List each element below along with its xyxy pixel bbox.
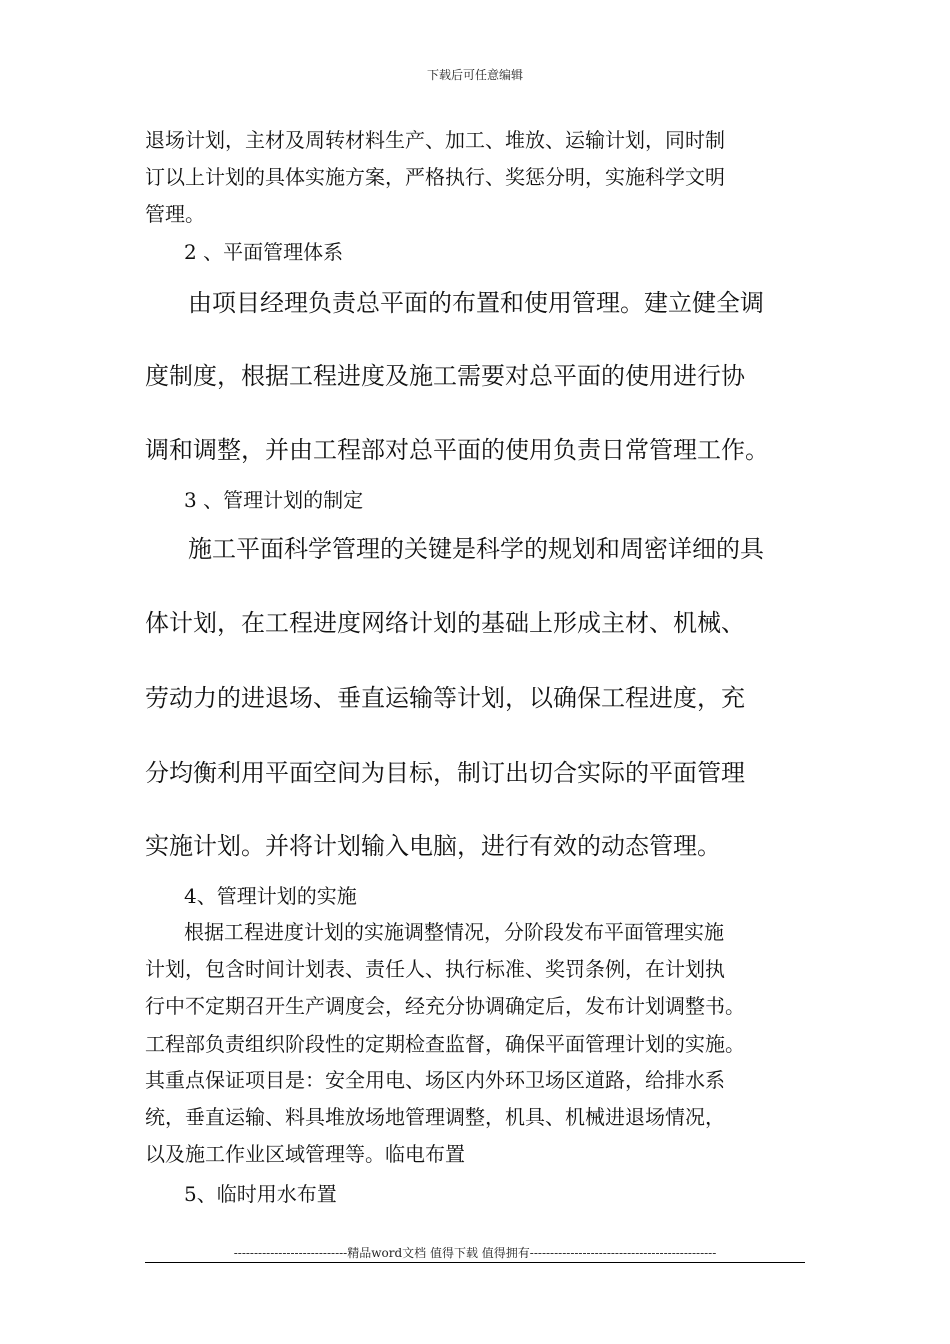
body-line: 实施计划。并将计划输入电脑，进行有效的动态管理。 — [145, 832, 721, 860]
body-line: 分均衡利用平面空间为目标，制订出切合实际的平面管理 — [145, 759, 745, 787]
body-line: 管理。 — [145, 202, 205, 226]
section-heading-3: 3 、管理计划的制定 — [184, 488, 364, 512]
body-line: 以及施工作业区域管理等。临电布置 — [145, 1142, 465, 1166]
footer-divider — [145, 1262, 805, 1263]
page-header: 下载后可任意编辑 — [426, 68, 523, 82]
body-line: 度制度，根据工程进度及施工需要对总平面的使用进行协 — [145, 362, 745, 390]
body-line: 劳动力的进退场、垂直运输等计划，以确保工程进度，充 — [145, 684, 745, 712]
section-heading-4: 4、管理计划的实施 — [184, 884, 357, 908]
body-line: 退场计划，主材及周转材料生产、加工、堆放、运输计划，同时制 — [145, 128, 725, 152]
body-line: 工程部负责组织阶段性的定期检查监督，确保平面管理计划的实施。 — [145, 1032, 745, 1056]
section-heading-5: 5、临时用水布置 — [184, 1182, 337, 1206]
body-line: 调和调整，并由工程部对总平面的使用负责日常管理工作。 — [145, 436, 769, 464]
page-footer: ----------------------------精品word文档 值得下载 值得拥有---------------------------------------------- — [233, 1246, 717, 1260]
body-line: 订以上计划的具体实施方案，严格执行、奖惩分明，实施科学文明 — [145, 165, 725, 189]
body-line: 体计划，在工程进度网络计划的基础上形成主材、机械、 — [145, 609, 745, 637]
body-line: 统，垂直运输、料具堆放场地管理调整，机具、机械进退场情况， — [145, 1105, 725, 1129]
body-line: 根据工程进度计划的实施调整情况，分阶段发布平面管理实施 — [184, 920, 724, 944]
body-line: 由项目经理负责总平面的布置和使用管理。建立健全调 — [188, 289, 764, 317]
body-line: 计划，包含时间计划表、责任人、执行标准、奖罚条例，在计划执 — [145, 957, 725, 981]
body-line: 行中不定期召开生产调度会，经充分协调确定后，发布计划调整书。 — [145, 994, 745, 1018]
body-line: 其重点保证项目是：安全用电、场区内外环卫场区道路，给排水系 — [145, 1068, 725, 1092]
section-heading-2: 2 、平面管理体系 — [184, 240, 344, 264]
body-line: 施工平面科学管理的关键是科学的规划和周密详细的具 — [188, 535, 764, 563]
